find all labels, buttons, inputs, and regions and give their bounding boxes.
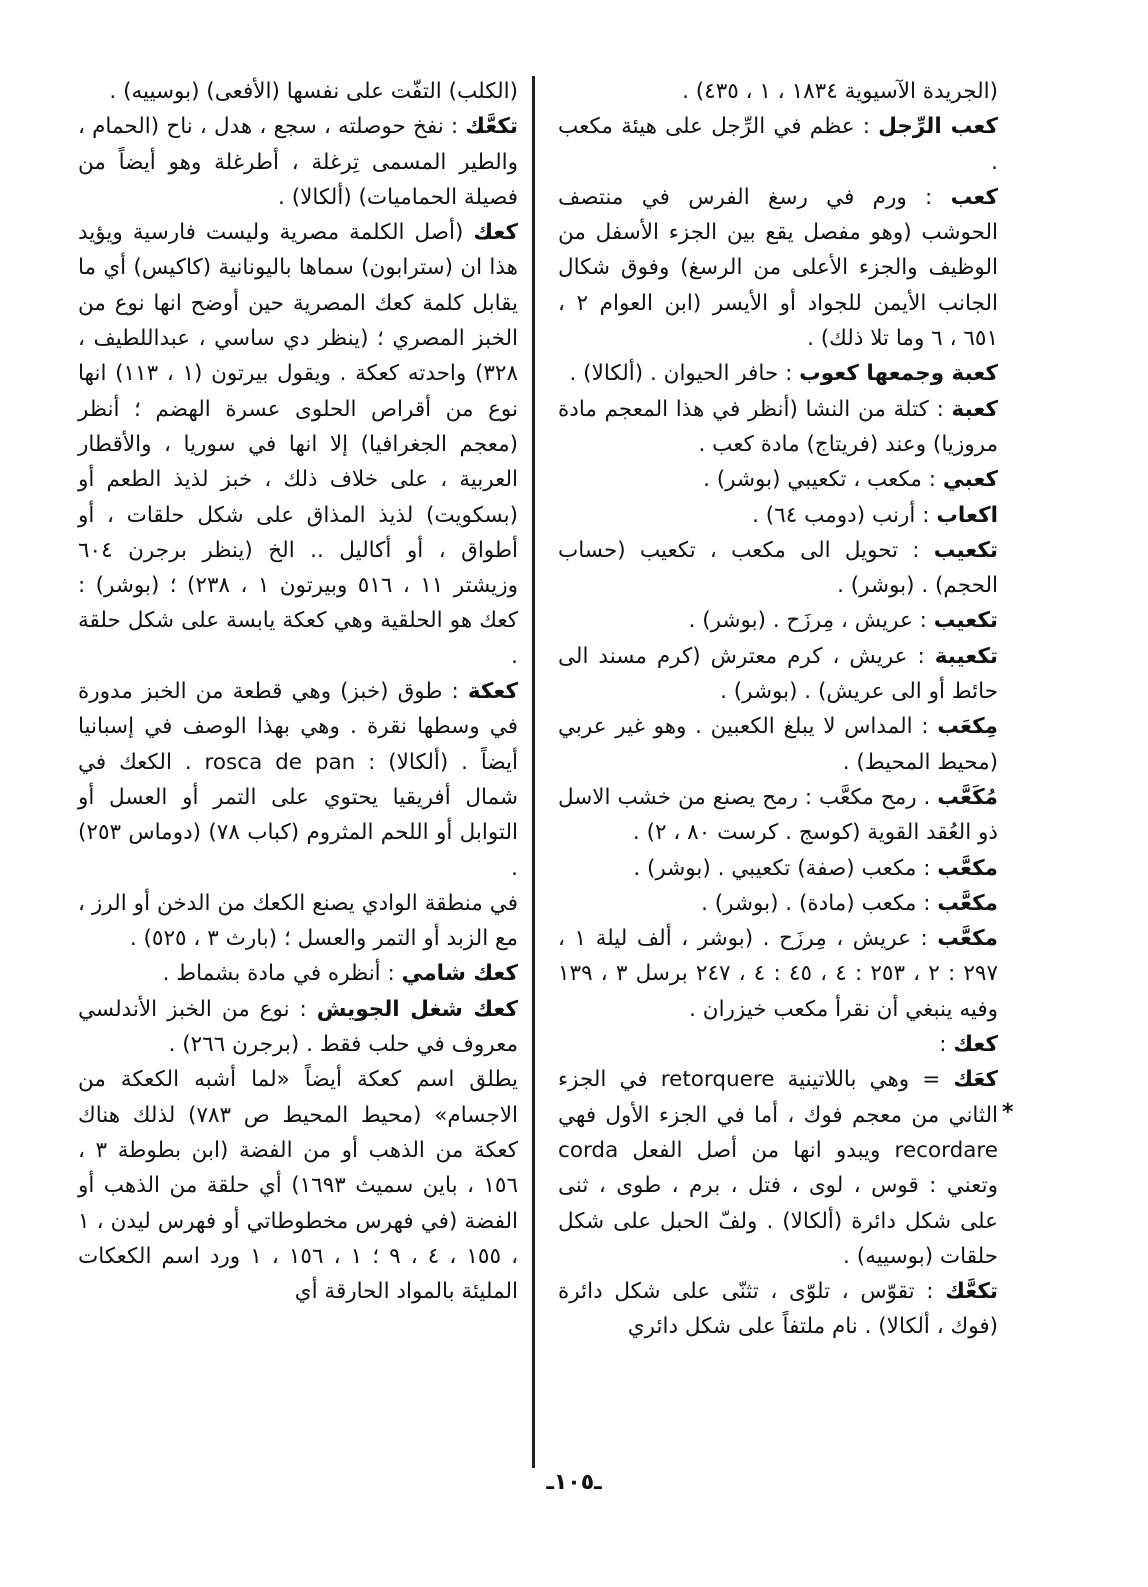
entry-text: : ورم في رسغ الفرس في منتصف الحوشب (وهو مفصل يقع بين الجزء الأسفل من الوظيف والجزء الأعلى من الرسغ) وفوق شكال الجانب الأيمن للجواد أو الأيسر (ابن العوام ٢ ، ٦٥١ ، ٦ وما تلا ذلك) . <box>558 184 998 352</box>
entry-headword: تكعيب <box>933 537 998 563</box>
dictionary-entry <box>558 498 998 533</box>
entry-headword: كعك <box>953 1032 998 1058</box>
entry-text: : تحويل الى مكعب ، تكعيب (حساب الحجم) . (بوشر) . <box>558 537 998 599</box>
dictionary-entry <box>78 215 518 674</box>
entry-text: : نوع من الخبز الأندلسي معروف في حلب فقط . (برجرن ٢٦٦) . <box>78 996 518 1058</box>
page-number: ـ١٠٥ـ <box>546 1470 602 1495</box>
dictionary-entry <box>558 1062 998 1274</box>
entry-headword: مِكعَب <box>937 714 998 740</box>
entry-headword: مكعَّب <box>937 926 998 952</box>
entry-text: : عظم في الرِّجل على هيئة مكعب . <box>558 114 998 175</box>
dictionary-entry <box>558 462 998 497</box>
entry-text: : عريش ، مِرزَح . (بوشر ، ألف ليلة ١ ، ٢٩٧ : ٢ ، ٢٥٣ : ٤ ، ٤٥ : ٤ ، ٢٤٧ برسل ٣ ، ١٣٩ وفيه ينبغي أن نقرأ مكعب خيزران . <box>558 926 998 1022</box>
dictionary-entry <box>558 180 998 356</box>
entry-headword: كعك <box>473 220 518 246</box>
entry-text: يطلق اسم كعكة أيضاً «لما أشبه الكعكة من الاجسام» (محيط المحيط ص ٧٨٣) لذلك هناك كعكة من الذهب أو من الفضة (ابن بطوطة ٣ ، ١٥٦ ، باين سميث ١٦٩٣) أي حلقة من الذهب أو الفضة (في فهرس مخطوطاتي أو فهرس ليدن ، ١ ، ١٥٥ ، ٤ ، ٩ ؛ ١ ، ١٥٦ ، ١ ورد اسم الكعكات المليئة بالمواد الحارقة أي <box>78 1067 519 1305</box>
entry-text: : كتلة من النشا (أنظر في هذا المعجم مادة مروزيا) وعند (فريتاج) مادة كعب . <box>558 396 998 457</box>
entry-text: : المداس لا يبلغ الكعبين . وهو غير عربي (محيط المحيط) . <box>558 714 998 775</box>
entry-text: : عريش ، كرم معترش (كرم مسند الى حائط أو الى عريش) . (بوشر) . <box>558 643 998 705</box>
entry-marker-star: * <box>1002 1100 1014 1125</box>
dictionary-entry <box>78 992 518 1063</box>
dictionary-entry <box>558 109 998 180</box>
dictionary-entry <box>558 1274 998 1345</box>
entry-text: (الكلب) التفّت على نفسها (الأفعى) (بوسييه) . <box>109 79 518 104</box>
entry-headword: كعَك <box>953 1067 998 1093</box>
entry-text: . رمح مكعَّب : رمح يصنع من خشب الاسل ذو العُقد القوية (كوسج . كرست ٨٠ ، ٢) . <box>558 784 998 846</box>
entry-headword: كعبة <box>951 396 998 422</box>
entry-headword: تكعَّك <box>945 1279 998 1305</box>
entry-text: : مكعب ، تكعيبي (بوشر) . <box>703 467 943 493</box>
entry-text: : مكعب (صفة) تكعيبي . (بوشر) . <box>633 855 938 881</box>
entry-text: : أنظره في مادة بشماط . <box>162 961 402 987</box>
entry-headword: تكعَّك <box>465 114 518 140</box>
entry-text: : تقوّس ، تلوّى ، تثنّى على شكل دائرة (فوك ، ألكالا) . نام ملتفاً على شكل دائري <box>558 1279 998 1340</box>
dictionary-entry <box>558 533 998 604</box>
entry-headword: كعك شامي <box>401 961 518 987</box>
entry-headword: مُكَعَّب <box>937 784 998 810</box>
dictionary-entry <box>558 921 998 1027</box>
entry-headword: مكعَّب <box>937 855 998 881</box>
entry-headword: اكعاب <box>936 502 998 528</box>
dictionary-entry <box>558 639 998 710</box>
entry-text: : مكعب (مادة) . (بوشر) . <box>701 890 938 916</box>
entry-headword: كعبة وجمعها كعوب <box>799 361 998 387</box>
entry-text: في منطقة الوادي يصنع الكعك من الدخن أو الرز ، مع الزبد أو التمر والعسل ؛ (بارث ٣ ، ٥٢٥) . <box>78 890 518 952</box>
entry-text: : نفخ حوصلته ، سجع ، هدل ، ناح (الحمام ، والطير المسمى تِرغلة ، أطرغلة وهو أيضاً من فصيلة الحماميات) (ألكالا) . <box>78 114 518 210</box>
dictionary-entry <box>78 674 518 886</box>
dictionary-entry <box>78 1062 518 1309</box>
dictionary-entry <box>558 603 998 638</box>
dictionary-entry <box>78 109 518 215</box>
dictionary-entry <box>558 709 998 780</box>
entry-headword: كعب <box>950 184 998 210</box>
entry-text: = وهي باللاتينية retorquere في الجزء الثاني من معجم فوك ، أما في الجزء الأول فهي recordare ويبدو انها من أصل الفعل corda وتعني : قوس ، لوى ، فتل ، برم ، طوى ، ثنى على شكل دائرة (ألكالا) . ولفّ الحبل على شكل حلقات (بوسييه) . <box>558 1067 998 1269</box>
entry-text: (الجريدة الآسيوية ١٨٣٤ ، ١ ، ٤٣٥) . <box>682 79 998 104</box>
right-column <box>558 74 998 1345</box>
entry-headword: تكعيب <box>933 608 998 634</box>
left-column <box>78 74 518 1309</box>
entry-text: : أرنب (دومب ٦٤) . <box>752 502 937 528</box>
entry-headword: كعبي <box>942 467 998 493</box>
entry-headword: كعك شغل الجويش <box>316 996 518 1022</box>
entry-text: : عريش ، مِرزَح . (بوشر) . <box>688 608 934 634</box>
entry-headword: تكعيبة <box>934 643 998 669</box>
dictionary-entry <box>558 356 998 391</box>
entry-text: : <box>939 1032 954 1058</box>
dictionary-entry <box>78 956 518 991</box>
entry-text: : حافر الحيوان . (ألكالا) . <box>569 361 800 387</box>
entry-text: : طوق (خبز) وهي قطعة من الخبز مدورة في وسطها نقرة . وهي بهذا الوصف في إسبانيا أيضاً . (ألكالا) : rosca de pan . الكعك في شمال أفريقيا يحتوي على التمر أو العسل أو التوابل أو اللحم المثروم (كباب ٧٨) (دوماس ٢٥٣) . <box>78 679 518 881</box>
dictionary-entry <box>78 74 518 109</box>
entry-headword: كعكة <box>467 679 518 705</box>
dictionary-entry <box>558 1027 998 1062</box>
dictionary-entry <box>558 886 998 921</box>
dictionary-entry <box>558 392 998 463</box>
dictionary-entry <box>558 851 998 886</box>
entry-headword: كعب الرِّجل <box>878 114 998 140</box>
entry-headword: مكعَّب <box>937 890 998 916</box>
entry-text: (أصل الكلمة مصرية وليست فارسية ويؤيد هذا ان (سترابون) سماها باليونانية (كاكيس) أي ما يقابل كلمة كعك المصرية حين أوضح انها نوع من الخبز المصري ؛ (ينظر دي ساسي ، عبداللطيف ، ٣٢٨) واحدته كعكة . ويقول بيرتون (١ ، ١١٣) انها نوع من أقراص الحلوى عسرة الهضم ؛ أنظر (معجم الجغرافيا) إلا انها في سوريا ، والأقطار العربية ، على خلاف ذلك ، خبز لذيذ الطعم أو (بسكويت) لذيذ المذاق على شكل حلقات ، أو أطواق ، أو أكاليل .. الخ (ينظر برجرن ٦٠٤ وزيشتر ١١ ، ٥١٦ وبيرتون ١ ، ٢٣٨) ؛ (بوشر) : كعك هو الحلقية وهي كعكة يابسة على شكل حلقة . <box>78 220 519 669</box>
dictionary-entry <box>558 780 998 851</box>
column-divider <box>532 76 535 1468</box>
dictionary-entry <box>78 886 518 957</box>
dictionary-entry <box>558 74 998 109</box>
